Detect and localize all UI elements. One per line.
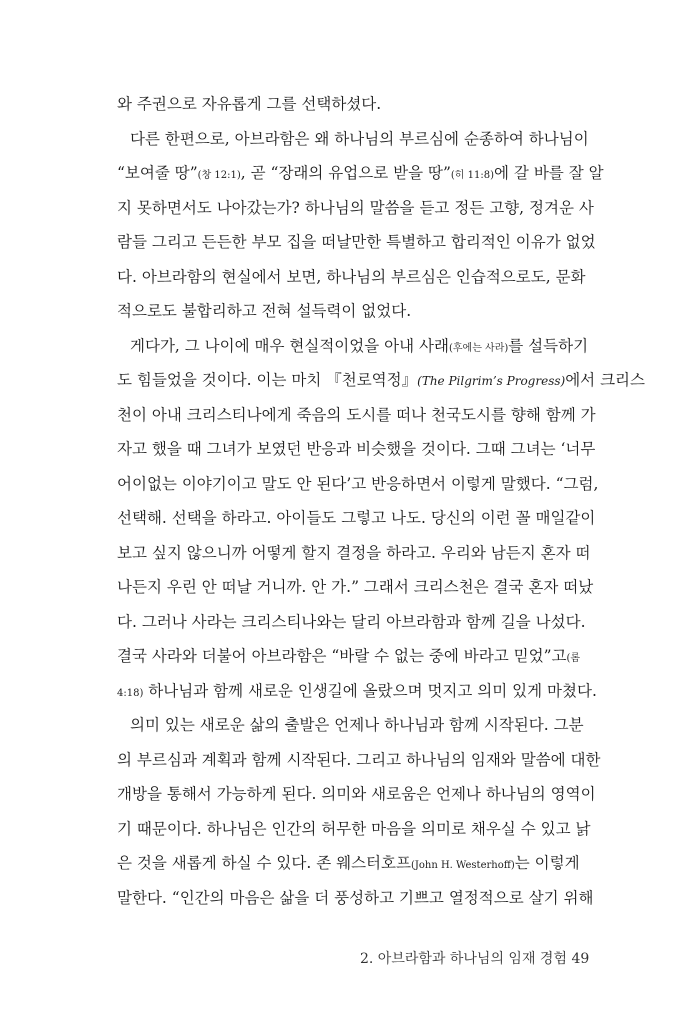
text-run: 의미 있는 새로운 삶의 출발은 언제나 하나님과 함께 시작된다. 그분: [130, 716, 584, 734]
text-run: 다. 그러나 사라는 크리스티나와는 달리 아브라함과 함께 길을 나섰다.: [117, 613, 586, 631]
text-run: 개방을 통해서 가능하게 된다. 의미와 새로움은 언제나 하나님의 영역이: [117, 785, 596, 803]
running-head: 2. 아브라함과 하나님의 임재 경험: [360, 951, 567, 967]
text-line: [117, 543, 589, 565]
text-run: 어이없는 이야기이고 말도 안 된다’고 반응하면서 이렇게 말했다. “그럼,: [117, 475, 599, 493]
text-line: [117, 198, 594, 220]
text-run: 말한다. “인간의 마음은 삶을 더 풍성하고 기쁘고 열정적으로 살기 위해: [117, 889, 594, 907]
book-title-english: (The Pilgrim’s Progress): [417, 374, 566, 388]
text-run: 보고 싶지 않으니까 어떻게 할지 결정을 하라고. 우리와 남든지 혼자 떠: [117, 544, 591, 562]
text-line: [117, 301, 589, 323]
text-line: [117, 681, 597, 703]
page-footer: [360, 949, 589, 969]
text-run: 는 이렇게: [514, 854, 580, 872]
text-line: [117, 163, 604, 185]
text-run: 적으로도 불합리하고 전혀 설득력이 없었다.: [117, 302, 412, 320]
text-run: 의 부르심과 계획과 함께 시작된다. 그리고 하나님의 임재와 말씀에 대한: [117, 751, 601, 769]
text-run: 다른 한편으로, 아브라함은 왜 하나님의 부르심에 순종하여 하나님이: [130, 130, 589, 148]
citation: (롬: [566, 653, 581, 664]
text-run: 다. 아브라함의 현실에서 보면, 하나님의 부르심은 인습적으로도, 문화: [117, 268, 586, 286]
text-line: [117, 370, 645, 392]
text-run: , 곧 “장래의 유업으로 받을 땅”: [240, 164, 451, 182]
page-number: 49: [571, 951, 590, 967]
parenthetical-note: (후에는 사라): [448, 343, 509, 354]
text-run: 와 주권으로 자유롭게 그를 선택하셨다.: [117, 95, 382, 113]
citation: 4:18): [117, 688, 144, 699]
text-run: 나든지 우린 안 떠날 거니까. 안 가.” 그래서 크리스천은 결국 혼자 떠났: [117, 578, 594, 596]
text-run: 은 것을 새롭게 하실 수 있다. 존 웨스터호프: [117, 854, 411, 872]
text-line: [117, 232, 596, 254]
text-line: [130, 129, 589, 151]
text-line: [117, 577, 594, 599]
text-run: 하나님과 함께 새로운 인생길에 올랐으며 멋지고 의미 있게 마쳤다.: [143, 682, 597, 700]
text-line: [117, 474, 599, 496]
text-run: 선택해. 선택을 하라고. 아이들도 그렇고 나도. 당신의 이런 꼴 매일같이: [117, 509, 596, 527]
text-line: [117, 267, 589, 289]
text-line: [117, 888, 594, 910]
text-run: 지 못하면서도 나아갔는가? 하나님의 말씀을 듣고 정든 고향, 정겨운 사: [117, 199, 594, 217]
text-run: 에 갈 바를 잘 알: [494, 164, 604, 182]
text-line: [117, 784, 596, 806]
text-line: [117, 819, 589, 841]
text-run: 게다가, 그 나이에 매우 현실적이었을 아내 사래: [130, 337, 449, 355]
text-run: 자고 했을 때 그녀가 보였던 반응과 비슷했을 것이다. 그때 그녀는 ‘너무: [117, 440, 596, 458]
text-line: [117, 94, 589, 116]
text-line: [130, 715, 589, 737]
text-run: 기 때문이다. 하나님은 인간의 허무한 마음을 의미로 채우실 수 있고 낡: [117, 820, 591, 838]
text-line: [117, 612, 589, 634]
text-run: “보여줄 땅”: [117, 164, 198, 182]
text-run: 람들 그리고 든든한 부모 집을 떠날만한 특별하고 합리적인 이유가 없었: [117, 233, 596, 251]
text-run: 천이 아내 크리스티나에게 죽음의 도시를 떠나 천국도시를 향해 함께 가: [117, 406, 596, 424]
text-line: [117, 439, 596, 461]
text-line: [130, 336, 589, 358]
text-run: 결국 사라와 더불어 아브라함은 “바랄 수 없는 중에 바라고 믿었”고: [117, 647, 567, 665]
text-run: 도 힘들었을 것이다. 이는 마치 『천로역정』: [117, 371, 418, 389]
citation: (창 12:1): [197, 170, 241, 181]
text-run: 를 설득하기: [508, 337, 589, 355]
citation: (히 11:8): [450, 170, 495, 181]
text-line: [117, 750, 601, 772]
text-run: 에서 크리스: [565, 371, 645, 389]
text-line: [117, 508, 596, 530]
text-line: [117, 405, 596, 427]
text-line: [117, 853, 589, 875]
text-line: [117, 646, 589, 668]
author-name-english: (John H. Westerhoff): [410, 860, 515, 871]
